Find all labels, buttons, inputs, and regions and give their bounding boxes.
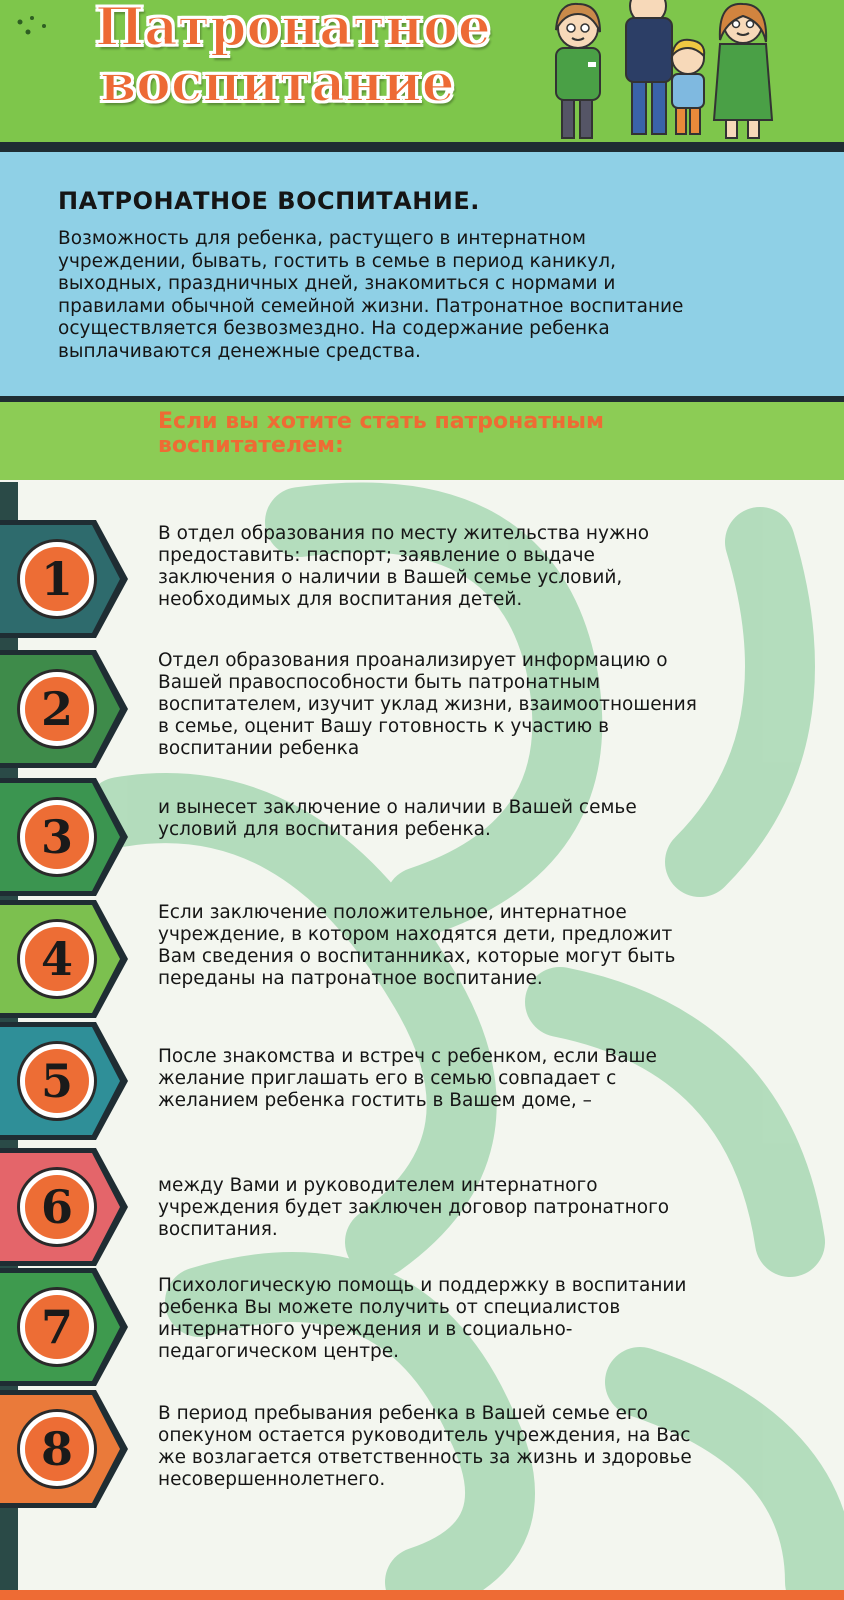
page-title xyxy=(95,0,491,112)
step-line: Вашей правоспособности быть патронатным xyxy=(158,672,601,693)
step-line: Психологическую помощь и поддержку в воспитании xyxy=(158,1275,687,1296)
step-line: в семье, оценит Вашу готовность к участию в xyxy=(158,716,609,737)
step-line: и вынесет заключение о наличии в Вашей семье xyxy=(158,797,637,818)
step-text xyxy=(158,1175,813,1241)
step-line: учреждения будет заключен договор патронатного xyxy=(158,1197,670,1218)
step-text xyxy=(158,650,813,760)
sparkle-dots-icon xyxy=(14,12,54,48)
step-line: переданы на патронатное воспитание. xyxy=(158,968,543,989)
step-number-badge: 7 xyxy=(20,1290,94,1364)
info-line: выходных, праздничных дней, знакомиться с нормами и xyxy=(58,273,616,294)
step-line: интернатного учреждения и в социально- xyxy=(158,1319,573,1340)
step-line: педагогическом центре. xyxy=(158,1341,400,1362)
step-text xyxy=(158,1046,813,1112)
info-line: осуществляется безвозмездно. На содержание ребенка xyxy=(58,318,610,339)
step-text xyxy=(158,1403,813,1491)
step-line: воспитании ребенка xyxy=(158,738,360,759)
step-line: несовершеннолетнего. xyxy=(158,1469,386,1490)
cta-line-2: воспитателем: xyxy=(158,433,344,458)
step-line: После знакомства и встреч с ребенком, если Ваше xyxy=(158,1046,657,1067)
step-line: воспитания. xyxy=(158,1219,278,1240)
step-marker xyxy=(0,1268,128,1386)
step-marker xyxy=(0,520,128,638)
divider-bar xyxy=(0,142,844,152)
step-number-badge: 2 xyxy=(20,672,94,746)
title-line-1: Патронатное xyxy=(95,0,491,58)
step-line: Вам сведения о воспитанниках, которые могут быть xyxy=(158,946,676,967)
step-line: опекуном остается руководитель учреждения, на Вас xyxy=(158,1425,691,1446)
step-line: Если заключение положительное, интернатное xyxy=(158,902,627,923)
step-line: В отдел образования по месту жительства нужно xyxy=(158,523,650,544)
step-number-badge: 8 xyxy=(20,1412,94,1486)
step-line: условий для воспитания ребенка. xyxy=(158,819,491,840)
step-text xyxy=(158,797,813,841)
step-line: воспитателем, изучит уклад жизни, взаимоотношения xyxy=(158,694,697,715)
info-description xyxy=(58,228,818,363)
info-line: Возможность для ребенка, растущего в интернатном xyxy=(58,228,586,249)
step-line: необходимых для воспитания детей. xyxy=(158,589,523,610)
step-line: заключения о наличии в Вашей семье условий, xyxy=(158,567,623,588)
step-marker xyxy=(0,1022,128,1140)
step-line: же возлагается ответственность за жизнь и здоровье xyxy=(158,1447,692,1468)
info-line: учреждении, бывать, гостить в семье в период каникул, xyxy=(58,250,616,272)
step-line: желание приглашать его в семью совпадает с xyxy=(158,1068,617,1089)
step-marker xyxy=(0,778,128,896)
step-marker xyxy=(0,1148,128,1266)
step-line: предоставить: паспорт; заявление о выдаче xyxy=(158,545,595,566)
step-line: желанием ребенка гостить в Вашем доме, – xyxy=(158,1090,592,1111)
step-line: Отдел образования проанализирует информацию о xyxy=(158,650,668,671)
step-marker xyxy=(0,900,128,1018)
cta-line-1: Если вы хотите стать патронатным xyxy=(158,409,605,434)
step-number-badge: 3 xyxy=(20,800,94,874)
step-text xyxy=(158,1275,813,1363)
family-illustration-icon xyxy=(548,0,788,142)
info-line: выплачиваются денежные средства. xyxy=(58,340,421,362)
step-marker xyxy=(0,650,128,768)
step-number-badge: 4 xyxy=(20,922,94,996)
step-line: В период пребывания ребенка в Вашей семье его xyxy=(158,1403,648,1424)
cta-heading xyxy=(158,410,604,458)
step-marker xyxy=(0,1390,128,1508)
info-title: ПАТРОНАТНОЕ ВОСПИТАНИЕ. xyxy=(58,187,480,215)
info-line: правилами обычной семейной жизни. Патронатное воспитание xyxy=(58,295,684,317)
header-banner xyxy=(0,0,844,142)
step-number-badge: 5 xyxy=(20,1044,94,1118)
step-text xyxy=(158,902,813,990)
step-line: учреждение, в котором находятся дети, предложит xyxy=(158,924,673,945)
bottom-bar xyxy=(0,1590,844,1600)
step-line: ребенка Вы можете получить от специалистов xyxy=(158,1297,621,1318)
step-number-badge: 6 xyxy=(20,1170,94,1244)
step-number-badge: 1 xyxy=(20,542,94,616)
step-text xyxy=(158,523,813,611)
step-line: между Вами и руководителем интернатного xyxy=(158,1175,598,1196)
title-line-2: воспитание xyxy=(100,53,455,114)
